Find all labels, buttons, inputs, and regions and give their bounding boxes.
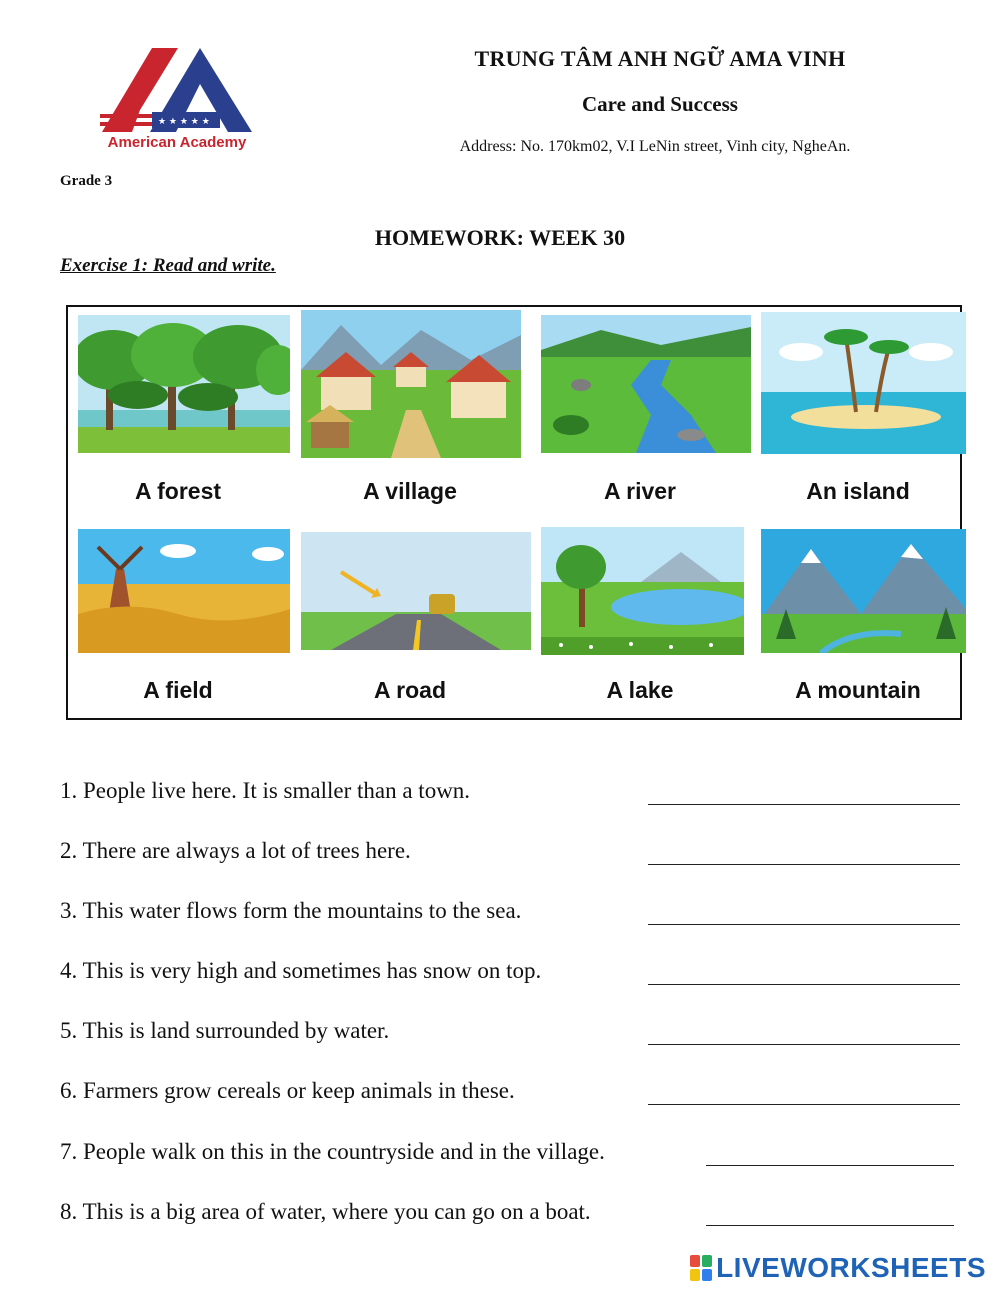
- answer-line-8[interactable]: [706, 1225, 954, 1226]
- liveworksheets-icon: [690, 1255, 712, 1281]
- caption-village: A village: [363, 478, 457, 504]
- caption-road: A road: [374, 677, 446, 703]
- question-2: 2. There are always a lot of trees here.: [60, 838, 411, 863]
- question-7: 7. People walk on this in the countryside and in the village.: [60, 1139, 605, 1164]
- question-8: 8. This is a big area of water, where you can go on a boat.: [60, 1199, 591, 1224]
- question-3: 3. This water flows form the mountains to the sea.: [60, 898, 522, 923]
- answer-line-7[interactable]: [706, 1165, 954, 1166]
- brand-text: LIVEWORKSHEETS: [716, 1252, 986, 1283]
- center-name: TRUNG TÂM ANH NGỮ AMA VINH: [474, 46, 846, 71]
- grade-label: Grade 3: [60, 173, 113, 189]
- exercise-heading: Exercise 1: Read and write.: [60, 255, 276, 276]
- answer-line-3[interactable]: [648, 924, 960, 925]
- address: Address: No. 170km02, V.I LeNin street, Vinh city, NgheAn.: [459, 138, 851, 155]
- question-1: 1. People live here. It is smaller than a town.: [60, 778, 471, 803]
- caption-forest: A forest: [134, 478, 222, 504]
- river-picture: [541, 315, 751, 453]
- answer-line-4[interactable]: [648, 984, 960, 985]
- liveworksheets-brand: [690, 1252, 986, 1284]
- field-picture: [78, 529, 290, 653]
- question-6: 6. Farmers grow cereals or keep animals in these.: [60, 1078, 515, 1103]
- answer-line-6[interactable]: [648, 1104, 960, 1105]
- page-title: HOMEWORK: WEEK 30: [374, 225, 626, 250]
- lake-picture: [541, 527, 744, 655]
- answer-line-2[interactable]: [648, 864, 960, 865]
- mountain-picture: [761, 529, 966, 653]
- caption-mountain: A mountain: [795, 677, 921, 703]
- question-5: 5. This is land surrounded by water.: [60, 1018, 390, 1043]
- answer-line-5[interactable]: [648, 1044, 960, 1045]
- logo-text: American Academy: [107, 134, 247, 151]
- island-picture: [761, 312, 966, 454]
- svg-text:★ ★ ★ ★ ★: ★ ★ ★ ★ ★: [158, 117, 210, 127]
- caption-river: A river: [603, 478, 677, 504]
- village-picture: [301, 310, 521, 458]
- question-4: 4. This is very high and sometimes has snow on top.: [60, 958, 542, 983]
- answer-line-1[interactable]: [648, 804, 960, 805]
- picture-box: [66, 305, 962, 720]
- caption-lake: A lake: [606, 677, 674, 703]
- caption-island: An island: [806, 478, 910, 504]
- caption-field: A field: [143, 677, 213, 703]
- slogan: Care and Success: [582, 92, 738, 116]
- road-picture: [301, 532, 531, 650]
- forest-picture: [78, 315, 290, 453]
